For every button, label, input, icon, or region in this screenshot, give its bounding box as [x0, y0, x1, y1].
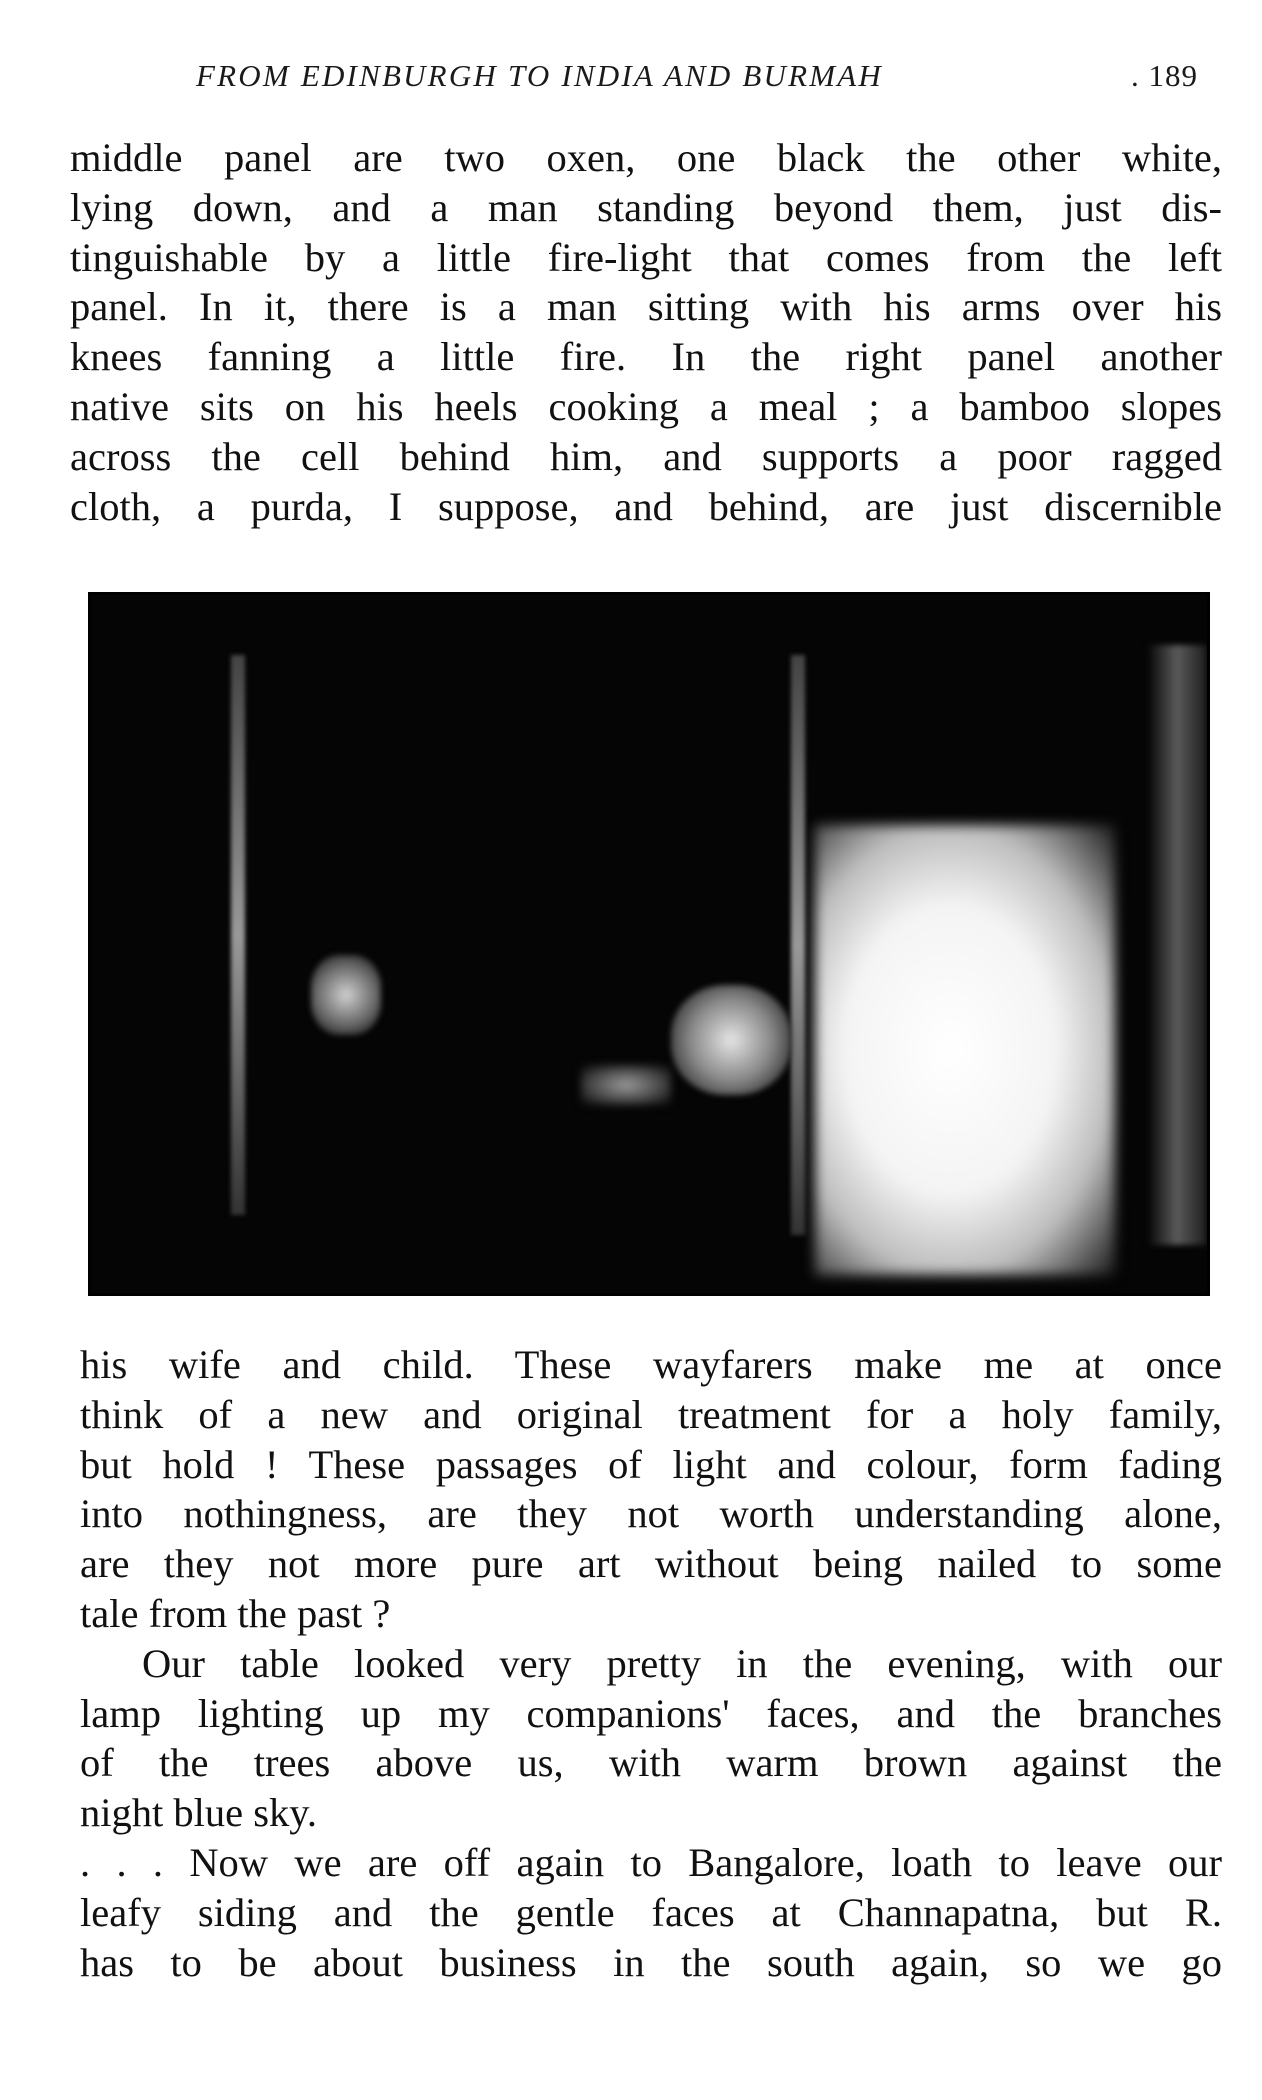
panel-post — [791, 655, 805, 1235]
text-line: native sits on his heels cooking a meal ; a bamboo slopes — [70, 383, 1222, 429]
text-line: into nothingness, are they not worth understanding alone, — [80, 1491, 1222, 1537]
top-paragraph — [70, 133, 1222, 531]
right-edge-shadow — [1147, 645, 1207, 1245]
text-line: think of a new and original treatment for a holy family, — [80, 1391, 1222, 1437]
text-line: are they not more pure art without being nailed to some — [80, 1541, 1222, 1587]
text-line: but hold ! These passages of light and colour, form fading — [80, 1441, 1222, 1487]
running-title: FROM EDINBURGH TO INDIA AND BURMAH — [196, 58, 883, 93]
fire-light — [581, 1065, 671, 1105]
text-line: middle panel are two oxen, one black the other white, — [70, 135, 1222, 180]
text-line: leafy siding and the gentle faces at Channapatna, but R. — [80, 1889, 1222, 1935]
bottom-paragraphs — [80, 1340, 1222, 1987]
text-line: lamp lighting up my companions' faces, and the branches — [80, 1690, 1222, 1736]
text-line: Our table looked very pretty in the evening, with our — [142, 1640, 1222, 1686]
light-passage — [815, 825, 1115, 1275]
text-line: his wife and child. These wayfarers make me at once — [80, 1342, 1222, 1387]
panel-post — [231, 655, 245, 1215]
running-header — [196, 58, 1226, 94]
text-line: has to be about business in the south again, so we go — [80, 1939, 1222, 1985]
painting-photograph — [88, 592, 1210, 1296]
text-line: of the trees above us, with warm brown against the — [80, 1740, 1222, 1786]
text-line: panel. In it, there is a man sitting with his arms over his — [70, 284, 1222, 330]
text-line: knees fanning a little fire. In the right panel another — [70, 334, 1222, 380]
text-line: tale from the past ? — [80, 1590, 391, 1636]
seated-figure — [311, 955, 381, 1035]
page-number: . 189 — [1131, 58, 1198, 93]
text-line: lying down, and a man standing beyond them, just dis- — [70, 184, 1222, 230]
text-line: cloth, a purda, I suppose, and behind, are just discernible — [70, 483, 1222, 529]
text-line: across the cell behind him, and supports a poor ragged — [70, 433, 1222, 479]
text-line: night blue sky. — [80, 1790, 317, 1836]
text-line: tinguishable by a little fire-light that comes from the left — [70, 234, 1222, 280]
text-line: . . . Now we are off again to Bangalore, loath to leave our — [80, 1839, 1222, 1885]
cooking-figure — [671, 985, 791, 1095]
